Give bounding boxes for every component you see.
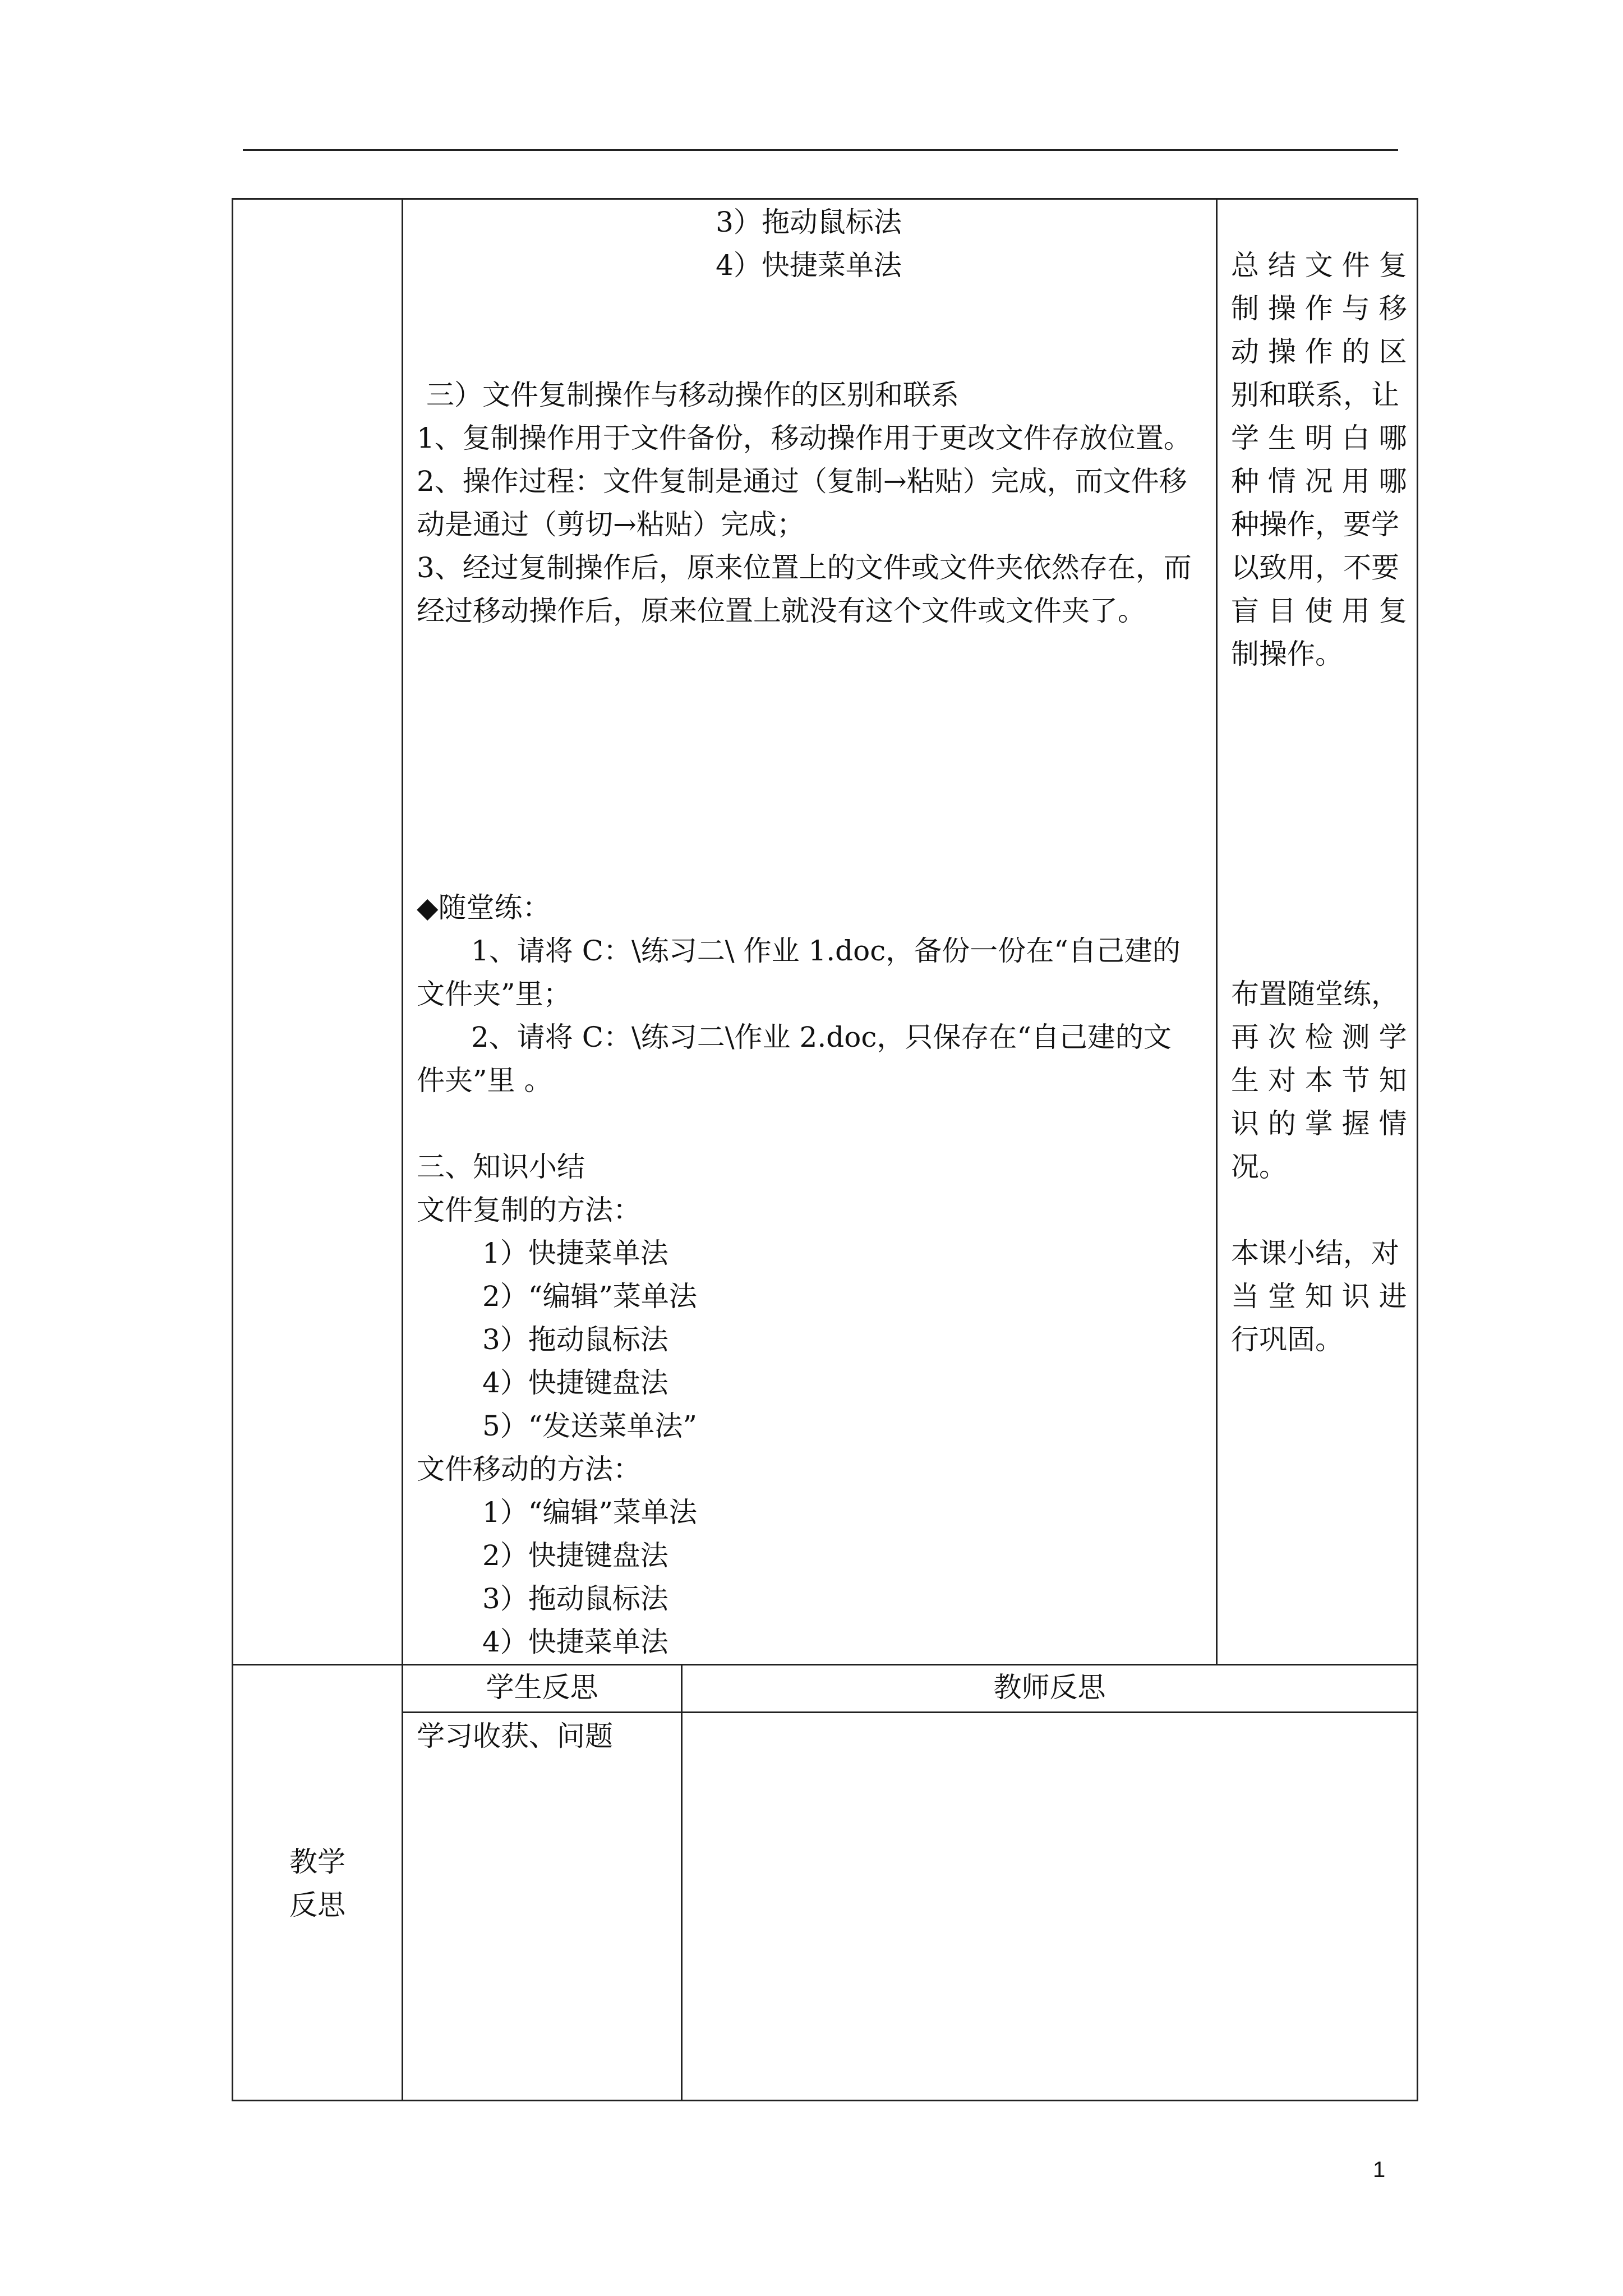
- note-line: 种 情 况 用 哪: [1231, 465, 1407, 498]
- note-line: 制操作。: [1231, 638, 1343, 670]
- paragraph-line: 经过移动操作后，原来位置上就没有这个文件或文件夹了。: [417, 595, 1146, 627]
- note-line: 总 结 文 件 复: [1231, 249, 1407, 282]
- paragraph-line: 1、复制操作用于文件备份，移动操作用于更改文件存放位置。: [417, 422, 1192, 454]
- list-item: 5）“发送菜单法”: [482, 1410, 697, 1442]
- note-line: 生 对 本 节 知: [1231, 1064, 1407, 1097]
- note-line: 别和联系，让: [1231, 379, 1399, 411]
- note-line: 行巩固。: [1231, 1323, 1343, 1356]
- paragraph-line: 动是通过（剪切→粘贴）完成；: [417, 508, 805, 541]
- note-line: 当 堂 知 识 进: [1231, 1280, 1407, 1313]
- note-line: 盲 目 使 用 复: [1231, 595, 1407, 627]
- section-heading: 三）文件复制操作与移动操作的区别和联系: [426, 379, 959, 411]
- note-line: 种操作，要学: [1231, 508, 1399, 541]
- practice-item: 文件夹”里；: [417, 978, 571, 1010]
- reflection-row-label: 教学: [289, 1846, 345, 1878]
- paragraph-line: 2、操作过程：文件复制是通过（复制→粘贴）完成，而文件移: [417, 465, 1187, 498]
- method-item-drag-mouse: 3）拖动鼠标法: [716, 206, 902, 238]
- note-line: 以致用，不要: [1231, 551, 1399, 584]
- note-line: 制 操 作 与 移: [1231, 292, 1407, 325]
- header-rule: [243, 149, 1398, 151]
- practice-item: 1、请将 C：\练习二\ 作业 1.doc，备份一份在“自己建的: [471, 935, 1181, 967]
- note-line: 识 的 掌 握 情: [1231, 1107, 1407, 1140]
- practice-item: 件夹”里 。: [417, 1064, 552, 1097]
- list-item: 4）快捷菜单法: [482, 1626, 668, 1658]
- note-line: 再 次 检 测 学: [1231, 1021, 1407, 1053]
- copy-methods-heading: 文件复制的方法：: [417, 1194, 641, 1226]
- note-line: 本课小结，对: [1231, 1237, 1399, 1269]
- list-item: 1）快捷菜单法: [482, 1237, 668, 1269]
- note-line: 学 生 明 白 哪: [1231, 422, 1407, 454]
- list-item: 3）拖动鼠标法: [482, 1323, 668, 1356]
- list-item: 3）拖动鼠标法: [482, 1582, 668, 1615]
- paragraph-line: 3、经过复制操作后，原来位置上的文件或文件夹依然存在，而: [417, 551, 1192, 584]
- list-item: 2）“编辑”菜单法: [482, 1280, 697, 1313]
- practice-item: 2、请将 C：\练习二\作业 2.doc，只保存在“自己建的文: [471, 1021, 1172, 1053]
- note-line: 布置随堂练，: [1231, 978, 1399, 1010]
- student-reflection-header: 学生反思: [486, 1671, 598, 1704]
- list-item: 1）“编辑”菜单法: [482, 1496, 697, 1529]
- list-item: 2）快捷键盘法: [482, 1539, 668, 1572]
- student-reflection-prompt: 学习收获、问题: [417, 1720, 613, 1752]
- page-number: 1: [1373, 2157, 1386, 2182]
- reflection-row-label: 反思: [289, 1889, 345, 1921]
- method-item-context-menu: 4）快捷菜单法: [716, 249, 902, 282]
- teacher-reflection-header: 教师反思: [993, 1671, 1106, 1704]
- list-item: 4）快捷键盘法: [482, 1366, 668, 1399]
- note-line: 况。: [1231, 1151, 1287, 1183]
- move-methods-heading: 文件移动的方法：: [417, 1453, 641, 1485]
- summary-heading: 三、知识小结: [417, 1151, 585, 1183]
- practice-heading: ◆随堂练：: [417, 891, 551, 924]
- note-line: 动 操 作 的 区: [1231, 335, 1407, 368]
